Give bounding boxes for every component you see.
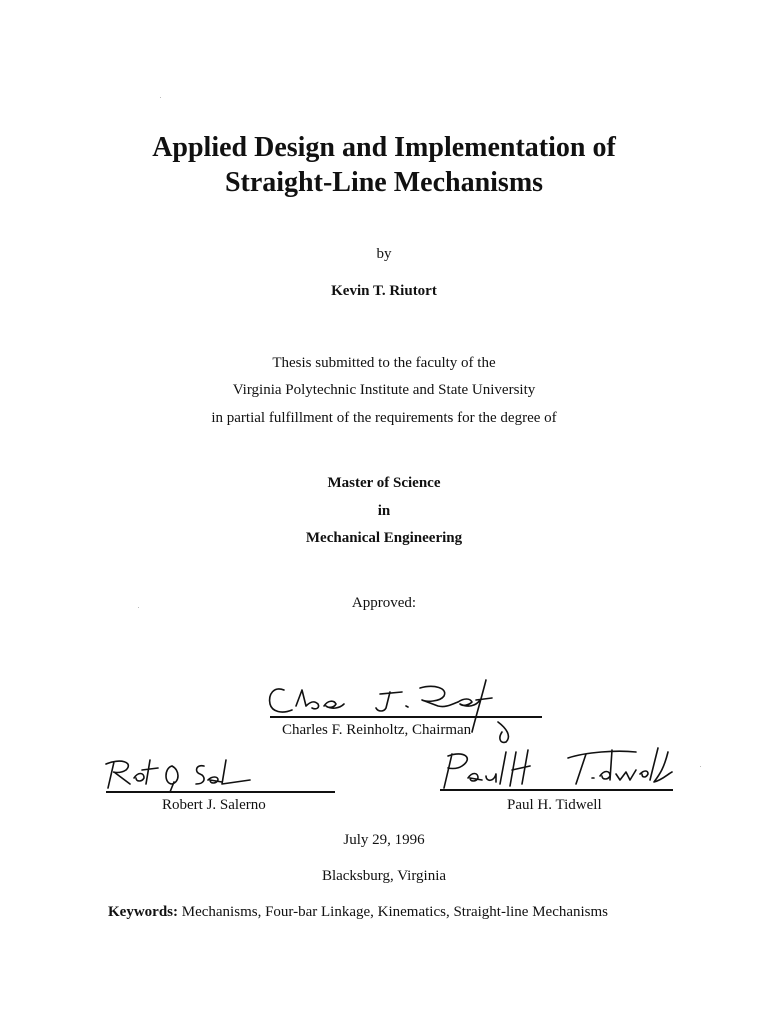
scan-speck: [160, 97, 161, 98]
submission-line-2: Virginia Polytechnic Institute and State University: [232, 382, 536, 398]
submission-line-1: Thesis submitted to the faculty of the: [272, 355, 496, 371]
keywords-line: [108, 903, 608, 921]
by-label: by: [376, 246, 392, 262]
chair-signature-line: [270, 716, 542, 718]
keywords-text: Mechanisms, Four-bar Linkage, Kinematics, Straight-line Mechanisms: [181, 904, 609, 920]
approved-label: Approved:: [351, 595, 417, 611]
date: July 29, 1996: [343, 832, 425, 848]
keywords-label: Keywords:: [108, 904, 178, 920]
member1-name: Robert J. Salerno: [162, 797, 266, 813]
member2-name: Paul H. Tidwell: [507, 797, 602, 813]
degree-name: Master of Science: [327, 475, 441, 491]
scan-speck: [700, 766, 701, 767]
scan-speck: [138, 607, 139, 608]
chair-name: Charles F. Reinholtz, Chairman: [282, 722, 472, 738]
submission-line-3: in partial fulfillment of the requirements for the degree of: [211, 410, 557, 426]
author-name: Kevin T. Riutort: [331, 283, 437, 299]
member1-signature: [100, 754, 270, 794]
title-line-2: Straight-Line Mechanisms: [224, 167, 544, 198]
degree-connector: in: [377, 503, 391, 519]
degree-field: Mechanical Engineering: [305, 530, 463, 546]
member2-signature-line: [440, 789, 673, 791]
location: Blacksburg, Virginia: [321, 868, 447, 884]
member1-signature-line: [106, 791, 335, 793]
title-line-1: Applied Design and Implementation of: [152, 132, 616, 163]
